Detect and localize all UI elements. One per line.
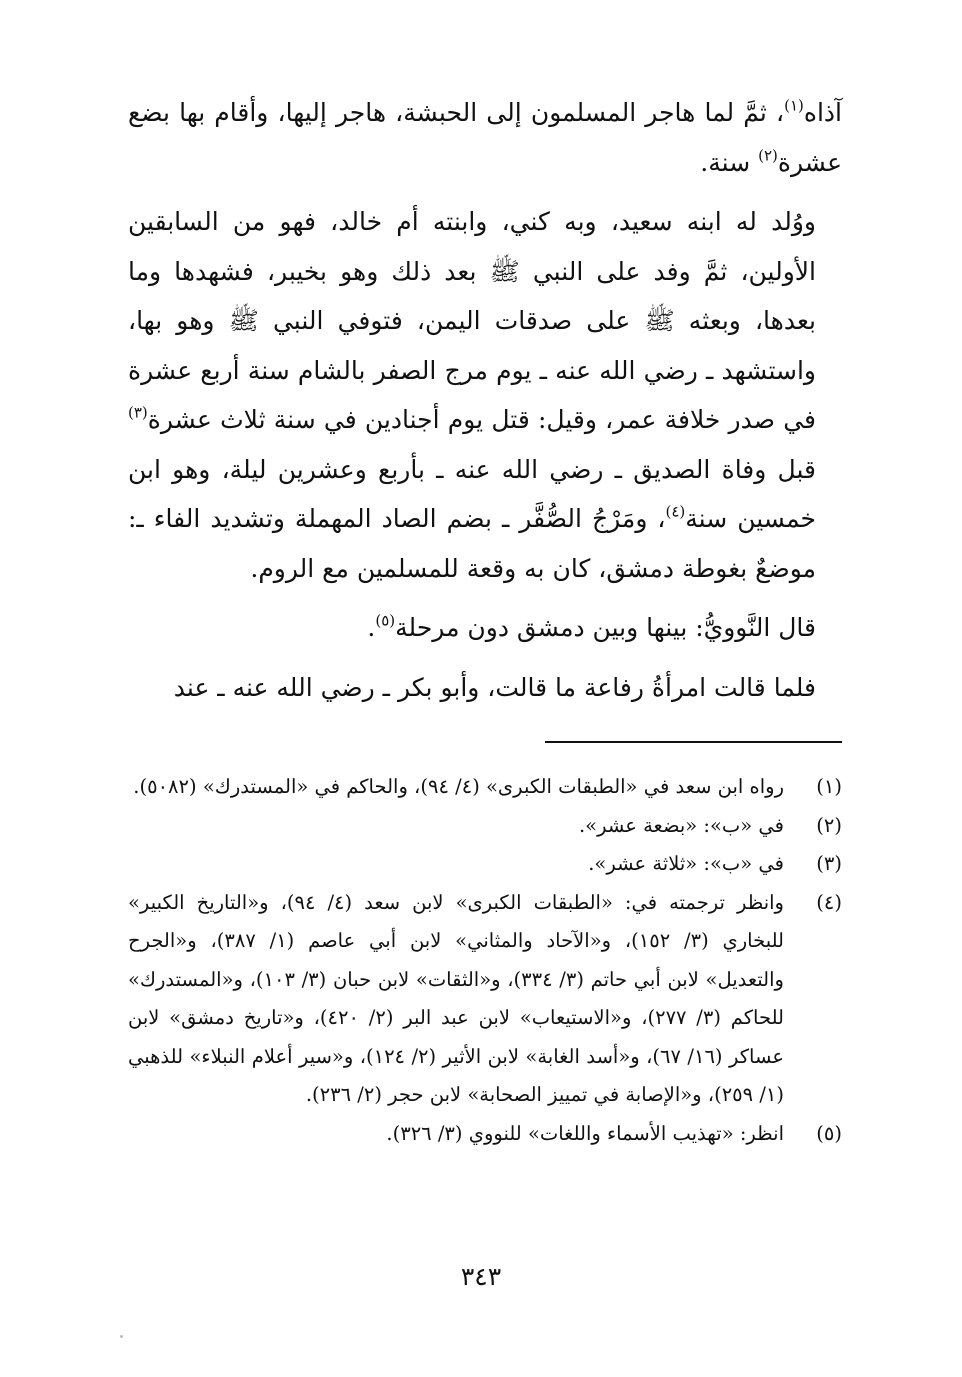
footnote-ref-2[interactable]: (٢) [758,146,778,164]
paragraph-2 [128,197,842,593]
paragraph-1 [128,88,842,187]
paragraph-4 [128,663,842,713]
text-run: ووُلد له ابنه سعيد، وبه كني، وابنته أم خالد، فهو من السابقين الأولين، ثمَّ وفد على النبي ﷺ بعد ذلك وهو بخيبر، فشهدها وما بعدها، وبعثه ﷺ على صدقات اليمن، فتوفي النبي ﷺ وهو بها، واستشهد ـ رضي الله عنه ـ يوم مرج الصفر بالشام سنة أربع عشرة في صدر خلافة عمر، وقيل: قتل يوم أجنادين في سنة ثلاث عشرة [128,207,816,434]
text-run: ، ثمَّ لما هاجر المسلمون إلى الحبشة، هاجر إليها، وأقام بها بضع عشرة [128,98,842,177]
text-run: آذاه [803,98,842,127]
footnote-item [128,884,842,1115]
text-run: ، ومَرْجُ الصُّفَّر ـ بضم الصاد المهملة وتشديد الفاء ـ: موضعٌ بغوطة دمشق، كان به وقعة للمسلمين مع الروم. [128,504,816,583]
footnote-separator [545,741,842,743]
footnote-text: انظر: «تهذيب الأسماء واللغات» للنووي (٣/ ٣٢٦). [386,1121,784,1145]
footnote-item [128,807,842,846]
footnote-text: في «ب»: «بضعة عشر». [578,813,784,837]
footnote-number: (٢) [816,813,842,837]
text-run: قبل وفاة الصديق ـ رضي الله عنه ـ بأربع وعشرين ليلة، وهو ابن خمسين سنة [128,454,816,533]
footnote-ref-1[interactable]: (١) [784,96,804,115]
footnote-text: رواه ابن سعد في «الطبقات الكبرى» (٤/ ٩٤)، والحاكم في «المستدرك» (٥٠٨٢). [133,775,784,798]
footnote-number: (٤) [816,890,842,914]
paragraph-3 [128,603,842,653]
text-run: سنة. [700,147,759,177]
main-text [128,88,842,712]
footnote-text: وانظر ترجمته في: «الطبقات الكبرى» لابن سعد (٤/ ٩٤)، و«التاريخ الكبير» للبخاري (٣/ ١٥٢)، و«الآحاد والمثاني» لابن أبي عاصم (١/ ٣٨٧)، و«الجرح والتعديل» لابن أبي حاتم (٣/ ٣٣٤)، و«الثقات» لابن حبان (٣/ ١٠٣)، و«المستدرك» للحاكم (٣/ ٢٧٧)، و«الاستيعاب» لابن عبد البر (٢/ ٤٢٠)، و«تاريخ دمشق» لابن عساكر (١٦/ ٦٧)، و«أسد الغابة» لابن الأثير (٢/ ١٢٤)، و«سير أعلام النبلاء» للذهبي (١/ ٢٥٩)، و«الإصابة في تمييز الصحابة» لابن حجر (٢/ ٢٣٦). [128,890,784,1106]
text-run: فلما قالت امرأةُ رفاعة ما قالت، وأبو بكر ـ رضي الله عنه ـ عند [173,672,816,702]
footnotes [128,768,842,1153]
footnote-item [128,845,842,884]
footnote-number: (١) [816,775,842,798]
footnote-item [128,1115,842,1154]
text-run: . [367,613,376,642]
page-number: ٣٤٣ [460,1262,502,1291]
text-run: قال النَّوويُّ: بينها وبين دمشق دون مرحلة [395,613,816,642]
footnote-ref-3[interactable]: (٣) [128,403,148,422]
footnote-ref-5[interactable]: (٥) [375,611,396,630]
scan-speck [120,1335,123,1338]
footnote-number: (٥) [816,1121,842,1145]
footnote-text: في «ب»: «ثلاثة عشر». [588,852,784,875]
footnote-item [128,768,842,807]
footnote-ref-4[interactable]: (٤) [665,502,686,521]
footnote-number: (٣) [816,852,842,875]
